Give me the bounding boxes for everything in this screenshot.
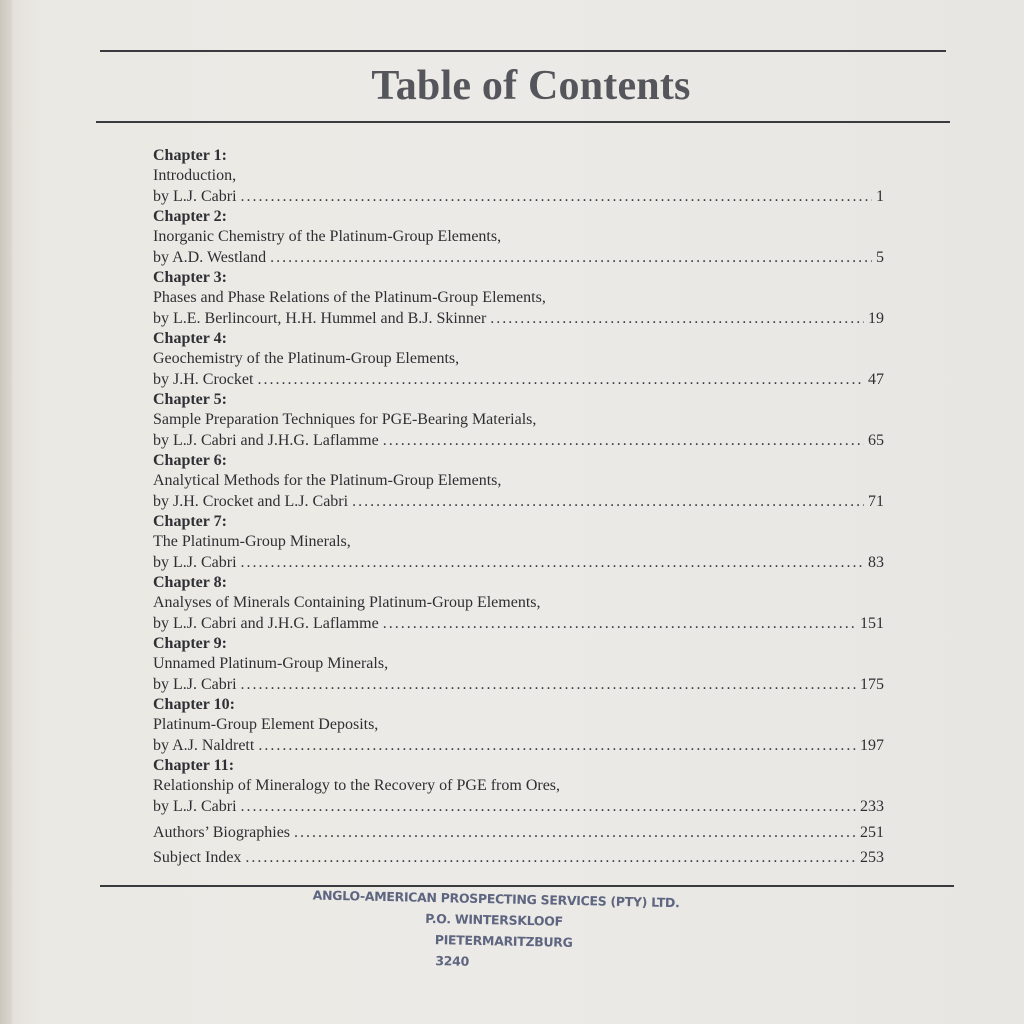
chapter-title: Geochemistry of the Platinum-Group Elements, bbox=[153, 350, 460, 367]
chapter-byline-row bbox=[153, 430, 884, 451]
page-number: 1 bbox=[876, 188, 884, 205]
page-title: Table of Contents bbox=[371, 63, 691, 109]
chapter-heading: Chapter 7: bbox=[153, 513, 227, 530]
page-number: 151 bbox=[860, 615, 884, 632]
toc-entry bbox=[153, 634, 884, 695]
table-of-contents bbox=[153, 146, 884, 870]
title-rule bbox=[96, 121, 950, 123]
page-number: 65 bbox=[868, 432, 884, 449]
chapter-heading: Chapter 1: bbox=[153, 147, 227, 164]
chapter-byline-row bbox=[153, 735, 884, 756]
dot-leader bbox=[383, 430, 864, 451]
back-matter-list bbox=[153, 820, 884, 870]
dot-leader bbox=[294, 820, 856, 845]
back-matter-label: Subject Index bbox=[153, 849, 242, 866]
toc-entry bbox=[153, 573, 884, 634]
chapter-authors: by L.J. Cabri and J.H.G. Laflamme bbox=[153, 432, 379, 449]
ownership-stamp bbox=[311, 885, 743, 978]
stamp-line-company: ANGLO-AMERICAN PROSPECTING SERVICES (PTY) LTD. bbox=[312, 887, 680, 911]
chapter-authors: by L.J. Cabri bbox=[153, 676, 237, 693]
toc-entry bbox=[153, 268, 884, 329]
toc-entry bbox=[153, 146, 884, 207]
chapter-byline-row bbox=[153, 491, 884, 512]
bottom-rule bbox=[100, 885, 954, 887]
chapter-authors: by L.J. Cabri bbox=[153, 188, 237, 205]
chapter-byline-row bbox=[153, 308, 884, 329]
toc-entry bbox=[153, 512, 884, 573]
page-number: 233 bbox=[860, 798, 884, 815]
page-number: 47 bbox=[868, 371, 884, 388]
chapter-authors: by J.H. Crocket bbox=[153, 371, 254, 388]
chapter-authors: by L.J. Cabri bbox=[153, 554, 237, 571]
dot-leader bbox=[258, 735, 856, 756]
dot-leader bbox=[270, 247, 872, 268]
chapter-title: Inorganic Chemistry of the Platinum-Group Elements, bbox=[153, 228, 502, 245]
chapter-title: Analytical Methods for the Platinum-Group Elements, bbox=[153, 472, 502, 489]
page-number: 5 bbox=[876, 249, 884, 266]
chapter-authors: by A.D. Westland bbox=[153, 249, 267, 266]
chapter-byline-row bbox=[153, 369, 884, 390]
chapter-title: Phases and Phase Relations of the Platinum-Group Elements, bbox=[153, 289, 546, 306]
chapter-authors: by L.E. Berlincourt, H.H. Hummel and B.J. Skinner bbox=[153, 310, 487, 327]
dot-leader bbox=[490, 308, 864, 329]
chapter-byline-row bbox=[153, 247, 884, 268]
chapter-authors: by J.H. Crocket and L.J. Cabri bbox=[153, 493, 349, 510]
top-rule bbox=[100, 50, 946, 52]
chapter-title: Unnamed Platinum-Group Minerals, bbox=[153, 655, 389, 672]
back-matter-entry bbox=[153, 845, 884, 870]
toc-entry bbox=[153, 695, 884, 756]
toc-entry bbox=[153, 329, 884, 390]
dot-leader bbox=[383, 613, 856, 634]
page-number: 197 bbox=[860, 737, 884, 754]
stamp-line-postcode: 3240 bbox=[435, 953, 470, 969]
dot-leader bbox=[245, 845, 856, 870]
chapter-authors: by L.J. Cabri and J.H.G. Laflamme bbox=[153, 615, 379, 632]
page-number: 253 bbox=[860, 849, 884, 866]
chapter-byline-row bbox=[153, 552, 884, 573]
chapter-title: Introduction, bbox=[153, 167, 237, 184]
page-number: 71 bbox=[868, 493, 884, 510]
chapter-heading: Chapter 10: bbox=[153, 696, 235, 713]
dot-leader bbox=[241, 796, 856, 817]
dot-leader bbox=[257, 369, 864, 390]
dot-leader bbox=[241, 674, 856, 695]
back-matter-entry bbox=[153, 820, 884, 845]
chapter-byline-row bbox=[153, 186, 884, 207]
dot-leader bbox=[241, 552, 864, 573]
chapter-authors: by L.J. Cabri bbox=[153, 798, 237, 815]
chapter-byline-row bbox=[153, 613, 884, 634]
chapter-heading: Chapter 2: bbox=[153, 208, 227, 225]
page-number: 19 bbox=[868, 310, 884, 327]
chapter-heading: Chapter 3: bbox=[153, 269, 227, 286]
chapter-title: Analyses of Minerals Containing Platinum-Group Elements, bbox=[153, 594, 541, 611]
dot-leader bbox=[241, 186, 872, 207]
chapter-heading: Chapter 11: bbox=[153, 757, 235, 774]
toc-entry bbox=[153, 207, 884, 268]
chapter-heading: Chapter 9: bbox=[153, 635, 227, 652]
page-number: 251 bbox=[860, 824, 884, 841]
chapter-byline-row bbox=[153, 796, 884, 817]
chapter-heading: Chapter 5: bbox=[153, 391, 227, 408]
chapter-title: Relationship of Mineralogy to the Recovery of PGE from Ores, bbox=[153, 777, 561, 794]
chapter-title: The Platinum-Group Minerals, bbox=[153, 533, 351, 550]
page-number: 175 bbox=[860, 676, 884, 693]
chapter-list bbox=[153, 146, 884, 817]
dot-leader bbox=[352, 491, 864, 512]
chapter-heading: Chapter 6: bbox=[153, 452, 227, 469]
stamp-line-po-box: P.O. WINTERSKLOOF bbox=[425, 910, 563, 929]
chapter-title: Sample Preparation Techniques for PGE-Bearing Materials, bbox=[153, 411, 537, 428]
chapter-title: Platinum-Group Element Deposits, bbox=[153, 716, 379, 733]
toc-entry bbox=[153, 756, 884, 817]
toc-entry bbox=[153, 390, 884, 451]
back-matter-label: Authors’ Biographies bbox=[153, 824, 291, 841]
chapter-heading: Chapter 8: bbox=[153, 574, 227, 591]
chapter-heading: Chapter 4: bbox=[153, 330, 227, 347]
stamp-line-city: PIETERMARITZBURG bbox=[434, 932, 573, 950]
page-number: 83 bbox=[868, 554, 884, 571]
chapter-authors: by A.J. Naldrett bbox=[153, 737, 255, 754]
page-binding-edge bbox=[0, 0, 12, 1024]
chapter-byline-row bbox=[153, 674, 884, 695]
toc-entry bbox=[153, 451, 884, 512]
